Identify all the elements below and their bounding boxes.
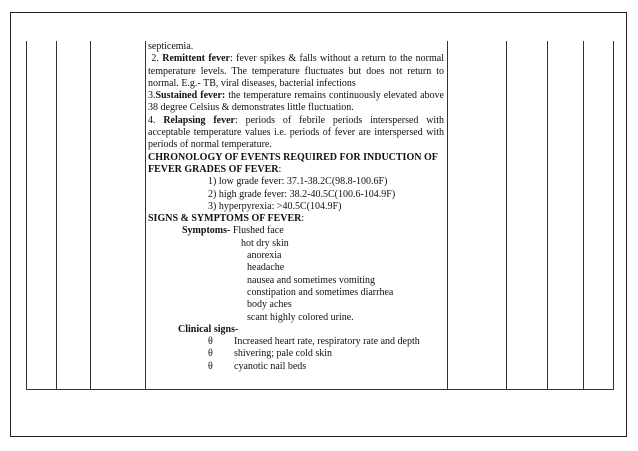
- column-divider: [90, 41, 91, 390]
- column-divider: [506, 41, 507, 390]
- sustained-fever-paragraph: [148, 90, 444, 115]
- symptom-item: nausea and sometimes vomiting: [247, 274, 376, 286]
- theta-bullet-icon: θ: [208, 348, 213, 360]
- column-divider: [447, 41, 448, 390]
- item-text: : periods of febrile periods interspersed with acceptable temperature values i.e. periods of fever are interspersed with periods of normal temperature.: [148, 114, 444, 151]
- symptom-item: Flushed face: [230, 225, 284, 237]
- item-title: Sustained fever:: [155, 90, 226, 102]
- text-line: septicemia.: [148, 41, 194, 52]
- heading-colon: :: [278, 163, 282, 175]
- clinical-sign-item: [148, 361, 444, 373]
- heading-colon: :: [301, 213, 305, 225]
- clinical-sign-item: [148, 336, 444, 348]
- symptom-item: anorexia: [247, 250, 282, 262]
- remittent-fever-paragraph: [148, 53, 444, 90]
- grade-item: 2) high grade fever: 38.2-40.5C(100.6-104.9F): [208, 188, 396, 200]
- heading-text: CHRONOLOGY OF EVENTS REQUIRED FOR INDUCTION OF FEVER GRADES OF FEVER: [148, 151, 438, 175]
- clinical-sign-text: shivering; pale cold skin: [234, 348, 333, 360]
- symptom-item: headache: [247, 262, 285, 274]
- column-divider: [547, 41, 548, 390]
- column-divider: [583, 41, 584, 390]
- symptoms-line: [148, 225, 444, 237]
- symptom-item: scant highly colored urine.: [247, 311, 354, 323]
- theta-bullet-icon: θ: [208, 360, 213, 372]
- symptom-item: constipation and sometimes diarrhea: [247, 286, 394, 298]
- symptoms-label: Symptoms-: [182, 225, 231, 237]
- item-title: Remittent fever: [162, 53, 230, 65]
- symptom-item: body aches: [247, 299, 292, 311]
- item-title: Relapsing fever: [163, 114, 235, 126]
- column-divider: [56, 41, 57, 390]
- item-number: 3.: [148, 90, 156, 102]
- theta-bullet-icon: θ: [208, 336, 213, 348]
- item-number: 4.: [148, 114, 164, 126]
- clinical-sign-text: cyanotic nail beds: [234, 360, 307, 372]
- clinical-signs-label: Clinical signs-: [178, 323, 239, 335]
- chronology-heading: [148, 152, 444, 177]
- grade-item: 3) hyperpyrexia: >40.5C(104.9F): [208, 200, 342, 212]
- item-text: : fever spikes & falls without a return to the normal temperature levels. The temperature fluctuates but does not return to normal. E.g.- TB, viral diseases, bacterial infections: [148, 53, 445, 89]
- heading-text: SIGNS & SYMPTOMS OF FEVER: [148, 213, 302, 225]
- item-text: the temperature remains continuously elevated above 38 degree Celsius & demonstrates little fluctuation.: [148, 90, 444, 114]
- grade-item: 1) low grade fever: 37.1-38.2C(98.8-100.6F): [208, 176, 388, 188]
- symptom-item: hot dry skin: [241, 237, 289, 249]
- clinical-sign-item: [148, 348, 444, 360]
- clinical-sign-text: Increased heart rate, respiratory rate and depth: [234, 336, 420, 348]
- content-cell: [148, 41, 444, 373]
- signs-heading: [148, 213, 444, 225]
- column-divider: [145, 41, 146, 390]
- item-number: 2.: [148, 53, 163, 65]
- relapsing-fever-paragraph: [148, 115, 444, 152]
